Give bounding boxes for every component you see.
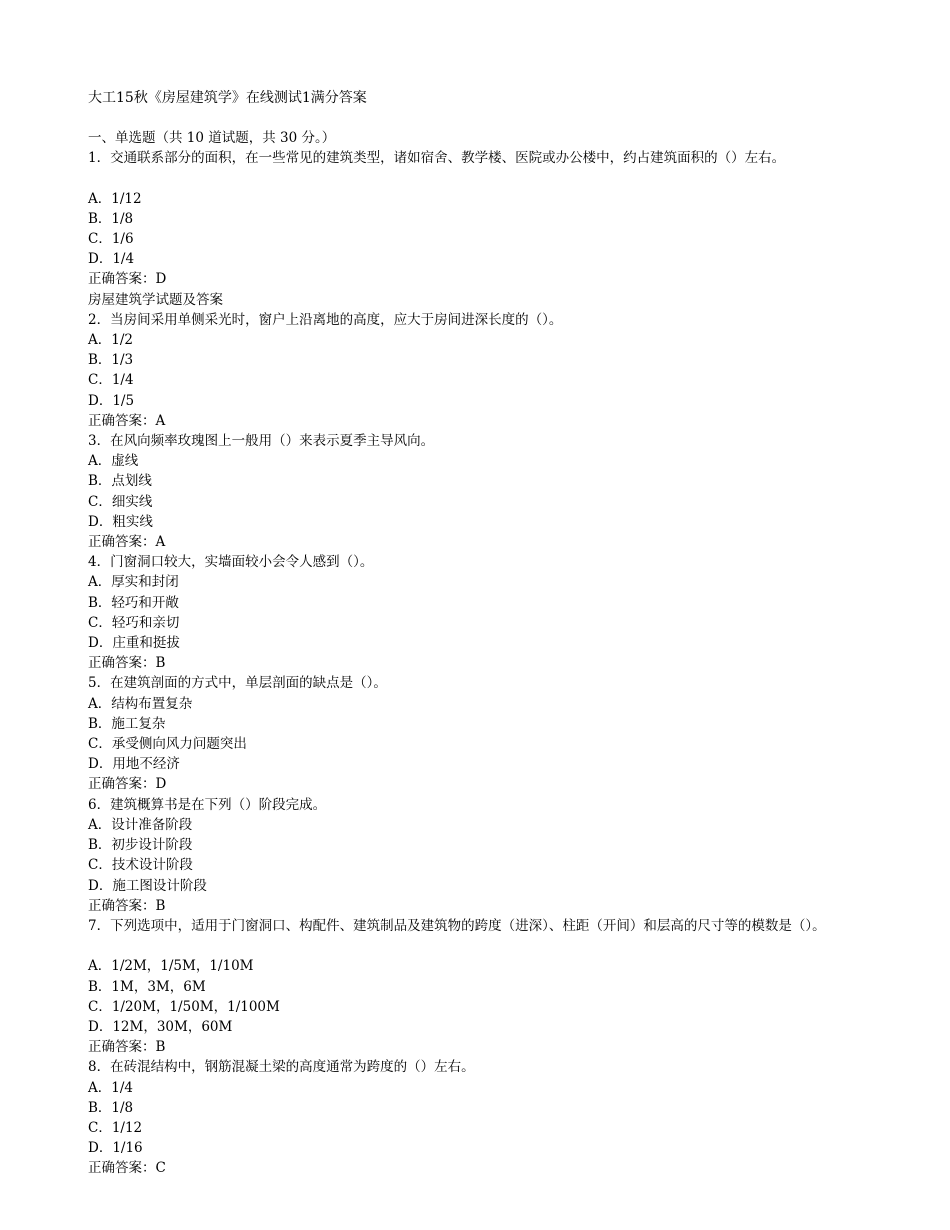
answer-label: 正确答案： bbox=[88, 1160, 156, 1177]
option-d: D．1/4 bbox=[88, 251, 135, 268]
option-a: A．1/4 bbox=[88, 1079, 133, 1096]
correct-answer bbox=[88, 1037, 868, 1057]
option-b: B．1/8 bbox=[88, 210, 134, 227]
answer-label: 正确答案： bbox=[88, 271, 156, 288]
option-b: B．施工复杂 bbox=[88, 715, 166, 732]
correct-answer bbox=[88, 411, 868, 431]
option-d: D．12M，30M，60M bbox=[88, 1018, 233, 1035]
option-c: C．1/4 bbox=[88, 372, 134, 389]
correct-answer bbox=[88, 1158, 868, 1178]
option-a: A．1/2M，1/5M，1/10M bbox=[88, 958, 254, 975]
answer-label: 正确答案： bbox=[88, 412, 156, 429]
answer-value: B bbox=[155, 897, 166, 914]
option-c: C．1/6 bbox=[88, 231, 134, 247]
question-stem: 4．门窗洞口较大，实墙面较小会令人感到（）。 bbox=[88, 554, 374, 571]
answer-value: A bbox=[155, 412, 166, 429]
answer-value: C bbox=[155, 1160, 166, 1177]
answer-value: B bbox=[155, 655, 166, 672]
option-d: D．1/5 bbox=[88, 392, 135, 409]
document-title: 大工15秋《房屋建筑学》在线测试1满分答案 bbox=[88, 90, 367, 106]
answer-value: D bbox=[155, 271, 167, 288]
answer-label: 正确答案： bbox=[88, 534, 156, 551]
answer-label: 正确答案： bbox=[88, 1039, 156, 1056]
question-stem: 5．在建筑剖面的方式中，单层剖面的缺点是（）。 bbox=[88, 675, 387, 692]
answer-value: A bbox=[155, 534, 166, 551]
option-d: D．1/16 bbox=[88, 1140, 143, 1157]
question-stem: 6．建筑概算书是在下列（）阶段完成。 bbox=[88, 796, 327, 813]
question-stem: 1．交通联系部分的面积，在一些常见的建筑类型，诸如宿舍、教学楼、医院或办公楼中，约占建筑面积的（）左右。 bbox=[88, 150, 786, 167]
option-a: A．1/12 bbox=[88, 190, 142, 207]
section-heading: 一、单选题（共 10 道试题，共 30 分。） bbox=[88, 130, 336, 146]
option-b: B．轻巧和开敞 bbox=[88, 594, 179, 611]
interlude-text: 房屋建筑学试题及答案 bbox=[88, 291, 223, 308]
option-c: C．轻巧和亲切 bbox=[88, 614, 180, 631]
answer-value: B bbox=[155, 1039, 166, 1056]
option-a: A．虚线 bbox=[88, 453, 139, 470]
option-c: C．细实线 bbox=[88, 493, 153, 510]
option-d: D．用地不经济 bbox=[88, 756, 180, 773]
option-c: C．承受侧向风力问题突出 bbox=[88, 736, 247, 753]
option-d: D．粗实线 bbox=[88, 513, 153, 530]
option-a: A．1/2 bbox=[88, 332, 133, 349]
option-b: B．点划线 bbox=[88, 473, 152, 490]
option-a: A．结构布置复杂 bbox=[88, 695, 193, 712]
option-b: B．1M，3M，6M bbox=[88, 978, 206, 995]
answer-label: 正确答案： bbox=[88, 897, 156, 914]
option-a: A．厚实和封闭 bbox=[88, 574, 179, 591]
question-stem: 3．在风向频率玫瑰图上一般用（）来表示夏季主导风向。 bbox=[88, 433, 435, 450]
correct-answer bbox=[88, 896, 868, 916]
option-d: D．庄重和挺拔 bbox=[88, 635, 180, 652]
option-b: B．初步设计阶段 bbox=[88, 837, 193, 854]
answer-label: 正确答案： bbox=[88, 776, 156, 793]
option-b: B．1/8 bbox=[88, 1099, 134, 1116]
correct-answer bbox=[88, 269, 868, 289]
option-c: C．1/12 bbox=[88, 1119, 143, 1136]
answer-value: D bbox=[155, 776, 167, 793]
question-stem: 8．在砖混结构中，钢筋混凝土梁的高度通常为跨度的（）左右。 bbox=[88, 1059, 475, 1076]
document-page bbox=[88, 88, 868, 1179]
answer-label: 正确答案： bbox=[88, 655, 156, 672]
option-b: B．1/3 bbox=[88, 352, 134, 369]
correct-answer bbox=[88, 774, 868, 794]
option-a: A．设计准备阶段 bbox=[88, 816, 193, 833]
correct-answer bbox=[88, 532, 868, 552]
question-stem: 7．下列选项中，适用于门窗洞口、构配件、建筑制品及建筑物的跨度（进深）、柱距（开间）和层高的尺寸等的模数是（）。 bbox=[88, 917, 826, 934]
question-stem: 2．当房间采用单侧采光时，窗户上沿离地的高度，应大于房间进深长度的（）。 bbox=[88, 311, 563, 328]
option-c: C．技术设计阶段 bbox=[88, 857, 193, 874]
correct-answer bbox=[88, 653, 868, 673]
option-d: D．施工图设计阶段 bbox=[88, 877, 207, 894]
option-c: C．1/20M，1/50M，1/100M bbox=[88, 998, 280, 1015]
